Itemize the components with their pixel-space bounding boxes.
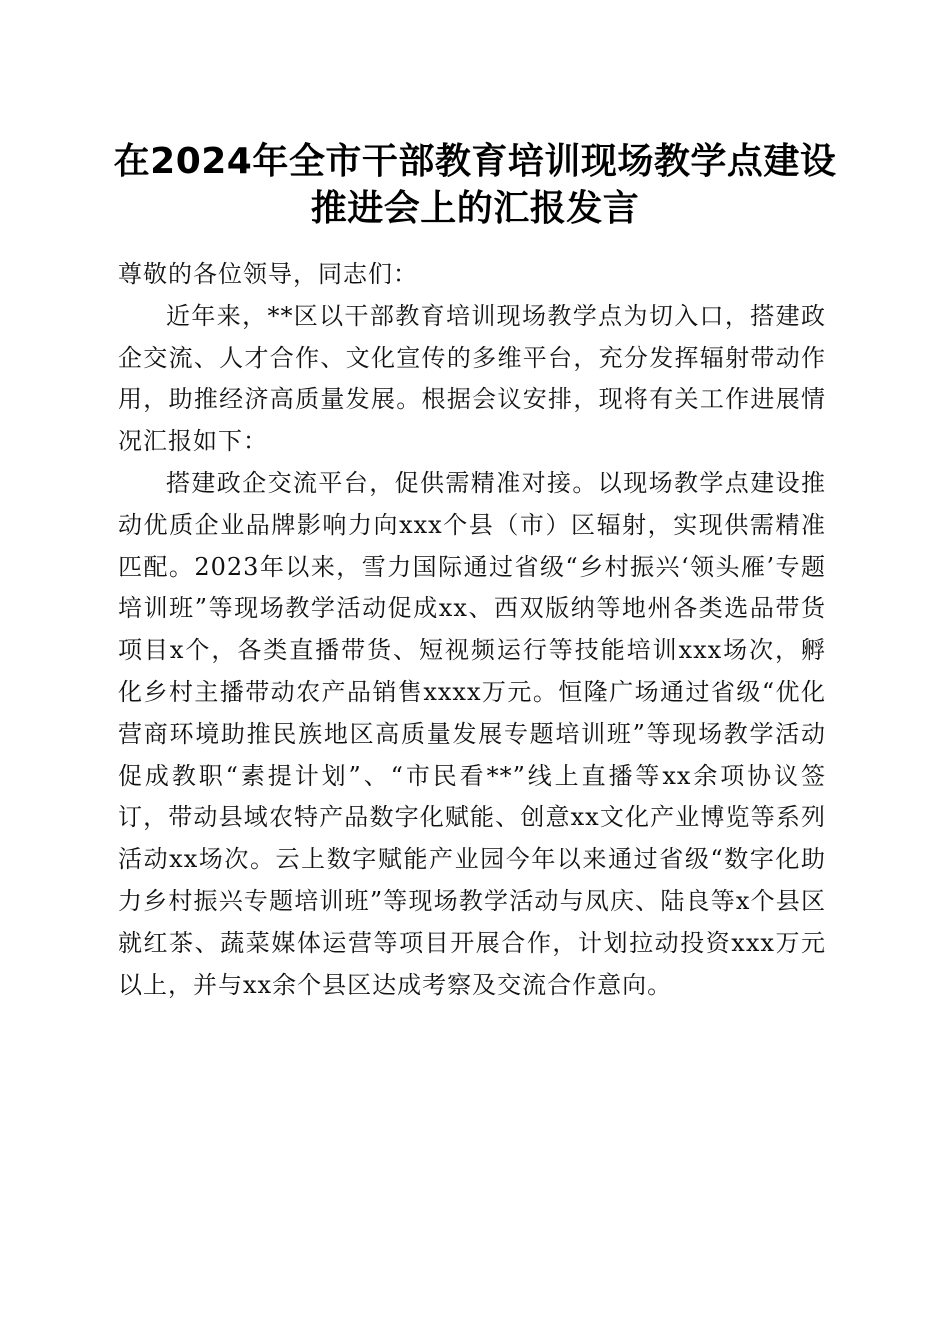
- document-title-line-1: 在2024年全市干部教育培训现场教学点建设: [113, 141, 837, 182]
- document-body: [118, 254, 826, 1006]
- paragraph-intro: 近年来，**区以干部教育培训现场教学点为切入口，搭建政企交流、人才合作、文化宣传的多维平台，充分发挥辐射带动作用，助推经济高质量发展。根据会议安排，现将有关工作进展情况汇报如下：: [118, 301, 826, 456]
- document-title-line-2: 推进会上的汇报发言: [310, 188, 640, 229]
- salutation: 尊敬的各位领导，同志们：: [118, 260, 418, 288]
- paragraph-platform: 搭建政企交流平台，促供需精准对接。以现场教学点建设推动优质企业品牌影响力向xxx个县（市）区辐射，实现供需精准匹配。2023年以来，雪力国际通过省级“乡村振兴‘领头雁’专题培训班”等现场教学活动促成xx、西双版纳等地州各类选品带货项目x个，各类直播带货、短视频运行等技能培训xxx场次，孵化乡村主播带动农产品销售xxxx万元。恒隆广场通过省级“优化营商环境助推民族地区高质量发展专题培训班”等现场教学活动促成教职“素提计划”、“市民看**”线上直播等xx余项协议签订，带动县域农特产品数字化赋能、创意xx文化产业博览等系列活动xx场次。云上数字赋能产业园今年以来通过省级“数字化助力乡村振兴专题培训班”等现场教学活动与凤庆、陆良等x个县区就红茶、蔬菜媒体运营等项目开展合作，计划拉动投资xxx万元以上，并与xx余个县区达成考察及交流合作意向。: [118, 468, 826, 999]
